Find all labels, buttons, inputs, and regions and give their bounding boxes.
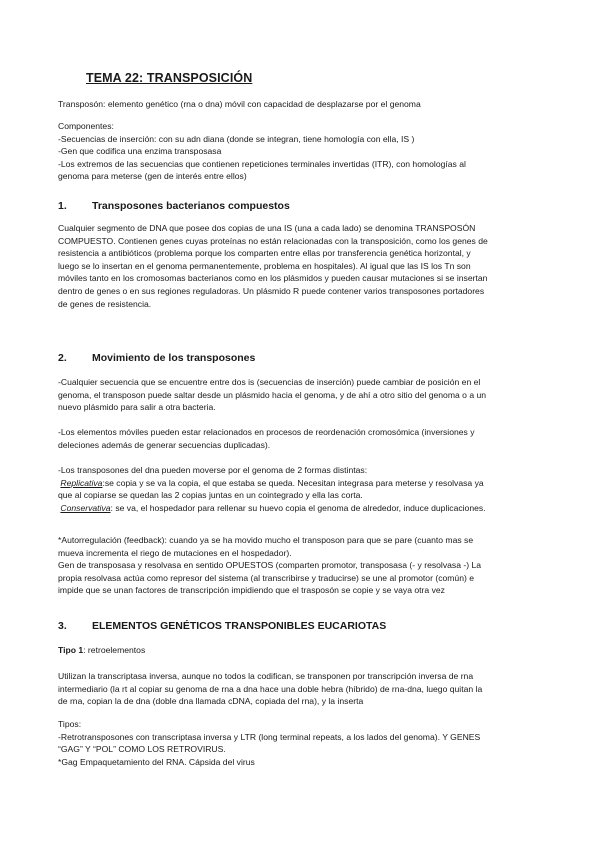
subheading-rest: : retroelementos bbox=[83, 645, 146, 655]
section-3-tipos bbox=[58, 718, 518, 768]
paragraph-line: *Autorregulación (feedback): cuando ya se ha movido mucho el transposon para que se pare (cuanto mas se bbox=[58, 535, 474, 545]
section-2-paragraph-1 bbox=[58, 376, 518, 414]
section-2-paragraph-2 bbox=[58, 426, 518, 451]
section-2-paragraph-3 bbox=[58, 464, 518, 514]
paragraph-line: deleciones además de generar secuencias duplicadas). bbox=[58, 439, 271, 450]
paragraph-line: que al copiarse se quedan las 2 copias juntas en un cointegrado y ella las corta. bbox=[58, 490, 363, 501]
section-2-heading bbox=[58, 352, 255, 365]
section-3-heading bbox=[58, 620, 386, 633]
paragraph-line: mueva incrementa el riego de mutaciones en el hospedador). bbox=[58, 547, 292, 558]
components-heading: Componentes: bbox=[58, 121, 114, 131]
paragraph-line: móviles tanto en los cromosomas bacterianos como en los plásmidos y pueden causar mutaciones si se insertan bbox=[58, 273, 488, 284]
paragraph-line: *Gag Empaquetamiento del RNA. Cápsida del virus bbox=[58, 756, 255, 767]
component-item: -Secuencias de inserción: con su adn diana (donde se integran, tiene homología con ella, IS ) bbox=[58, 133, 415, 144]
subheading-line bbox=[58, 644, 518, 657]
paragraph-line: -Cualquier secuencia que se encuentre entre dos is (secuencias de inserción) puede cambiar de posición en el bbox=[58, 377, 481, 387]
paragraph-line: intermediario (la rt al copiar su genoma de rna a dna hace una doble hebra (híbrido) de rna-dna, luego quitan la bbox=[58, 683, 483, 694]
paragraph-line: -Los transposones del dna pueden moverse por el genoma de 2 formas distintas: bbox=[58, 465, 368, 475]
paragraph-line: impide que se unan factores de transcripción impidiendo que el trasposón se copie y se vaya otra vez bbox=[58, 585, 445, 596]
section-1-heading bbox=[58, 200, 290, 213]
conservativa-label: Conservativa bbox=[60, 502, 111, 513]
component-item: genoma para meterse (gen de interés entre ellos) bbox=[58, 171, 247, 182]
section-3-paragraph-1 bbox=[58, 670, 518, 708]
paragraph-line: propia resolvasa actúa como represor del sistema (al transcribirse y traducirse) se une al promotor (común) e bbox=[58, 572, 475, 583]
paragraph-line: “GAG” Y “POL” COMO LOS RETROVIRUS. bbox=[58, 744, 226, 755]
paragraph-line: dentro de genes o en sus regiones reguladoras. Un plásmido R puede contener varios transposones portadores bbox=[58, 285, 485, 296]
component-item: -Los extremos de las secuencias que contienen repeticiones terminales invertidas (ITR), con homologías al bbox=[58, 158, 466, 169]
page-title: TEMA 22: TRANSPOSICIÓN bbox=[86, 71, 253, 85]
paragraph-line: luego se lo insertan en el genoma permanentemente, problema en hospitales). Al igual que las IS los Tn son bbox=[58, 260, 471, 271]
paragraph-line: genoma, el transposon puede saltar desde un plásmido hacia el genoma, y de ahí a otro sitio del genoma o a un bbox=[58, 389, 487, 400]
conservativa-line bbox=[58, 502, 518, 515]
component-item: -Gen que codifica una enzima transposasa bbox=[58, 146, 222, 157]
paragraph-line: Gen de transposasa y resolvasa en sentido OPUESTOS (comparten promotor, transposasa (- y resolvasa -) La bbox=[58, 560, 482, 571]
intro-definition bbox=[58, 98, 518, 111]
paragraph-line: Cualquier segmento de DNA que posee dos copias de una IS (una a cada lado) se denomina TRANSPOSÓN bbox=[58, 223, 476, 233]
intro-line: Transposón: elemento genético (rna o dna) móvil con capacidad de desplazarse por el genoma bbox=[58, 99, 421, 109]
subheading-bold: Tipo 1 bbox=[58, 645, 84, 655]
replicativa-text: :se copia y se va la copia, el que estaba se queda. Necesitan integrasa para meterse y resolvasa ya bbox=[102, 477, 484, 488]
paragraph-line: Utilizan la transcriptasa inversa, aunque no todos la codifican, se transponen por transcripción inversa de rna bbox=[58, 671, 474, 681]
section-3-title: ELEMENTOS GENÉTICOS TRANSPONIBLES EUCARIOTAS bbox=[92, 620, 387, 632]
section-2-number: 2. bbox=[58, 352, 67, 364]
paragraph-line: nuevo plásmido para salir a otra bacteria. bbox=[58, 402, 216, 413]
paragraph-line: COMPUESTO. Contienen genes cuyas proteínas no están relacionadas con la transposición, como los genes de bbox=[58, 235, 488, 246]
section-3-subheading bbox=[58, 644, 518, 657]
paragraph-line: -Retrotransposones con transcriptasa inversa y LTR (long terminal repeats, a los lados del genoma). Y GENES bbox=[58, 731, 481, 742]
conservativa-text: : se va, el hospedador para rellenar su huevo copia el genoma de alrededor, induce duplicaciones. bbox=[110, 502, 486, 513]
section-1-paragraph bbox=[58, 222, 518, 310]
paragraph-line: Tipos: bbox=[58, 719, 82, 729]
paragraph-line: de rna, copian la de dna (doble dna llamada cDNA, copiada del rna), y la inserta bbox=[58, 696, 364, 707]
paragraph-line: -Los elementos móviles pueden estar relacionados en procesos de reordenación cromosómica (inversiones y bbox=[58, 427, 475, 437]
section-1-number: 1. bbox=[58, 200, 67, 212]
components-block bbox=[58, 120, 518, 183]
section-1-title: Transposones bacterianos compuestos bbox=[92, 200, 290, 212]
replicativa-line bbox=[58, 477, 518, 490]
section-2-title: Movimiento de los transposones bbox=[92, 352, 256, 364]
paragraph-line: de genes de resistencia. bbox=[58, 298, 152, 309]
paragraph-line: resistencia a antibióticos (problema porque los comparten entre ellas por transferencia genética horizontal, y bbox=[58, 248, 471, 259]
section-2-paragraph-4 bbox=[58, 534, 518, 597]
section-3-number: 3. bbox=[58, 620, 67, 632]
replicativa-label: Replicativa bbox=[60, 477, 103, 488]
